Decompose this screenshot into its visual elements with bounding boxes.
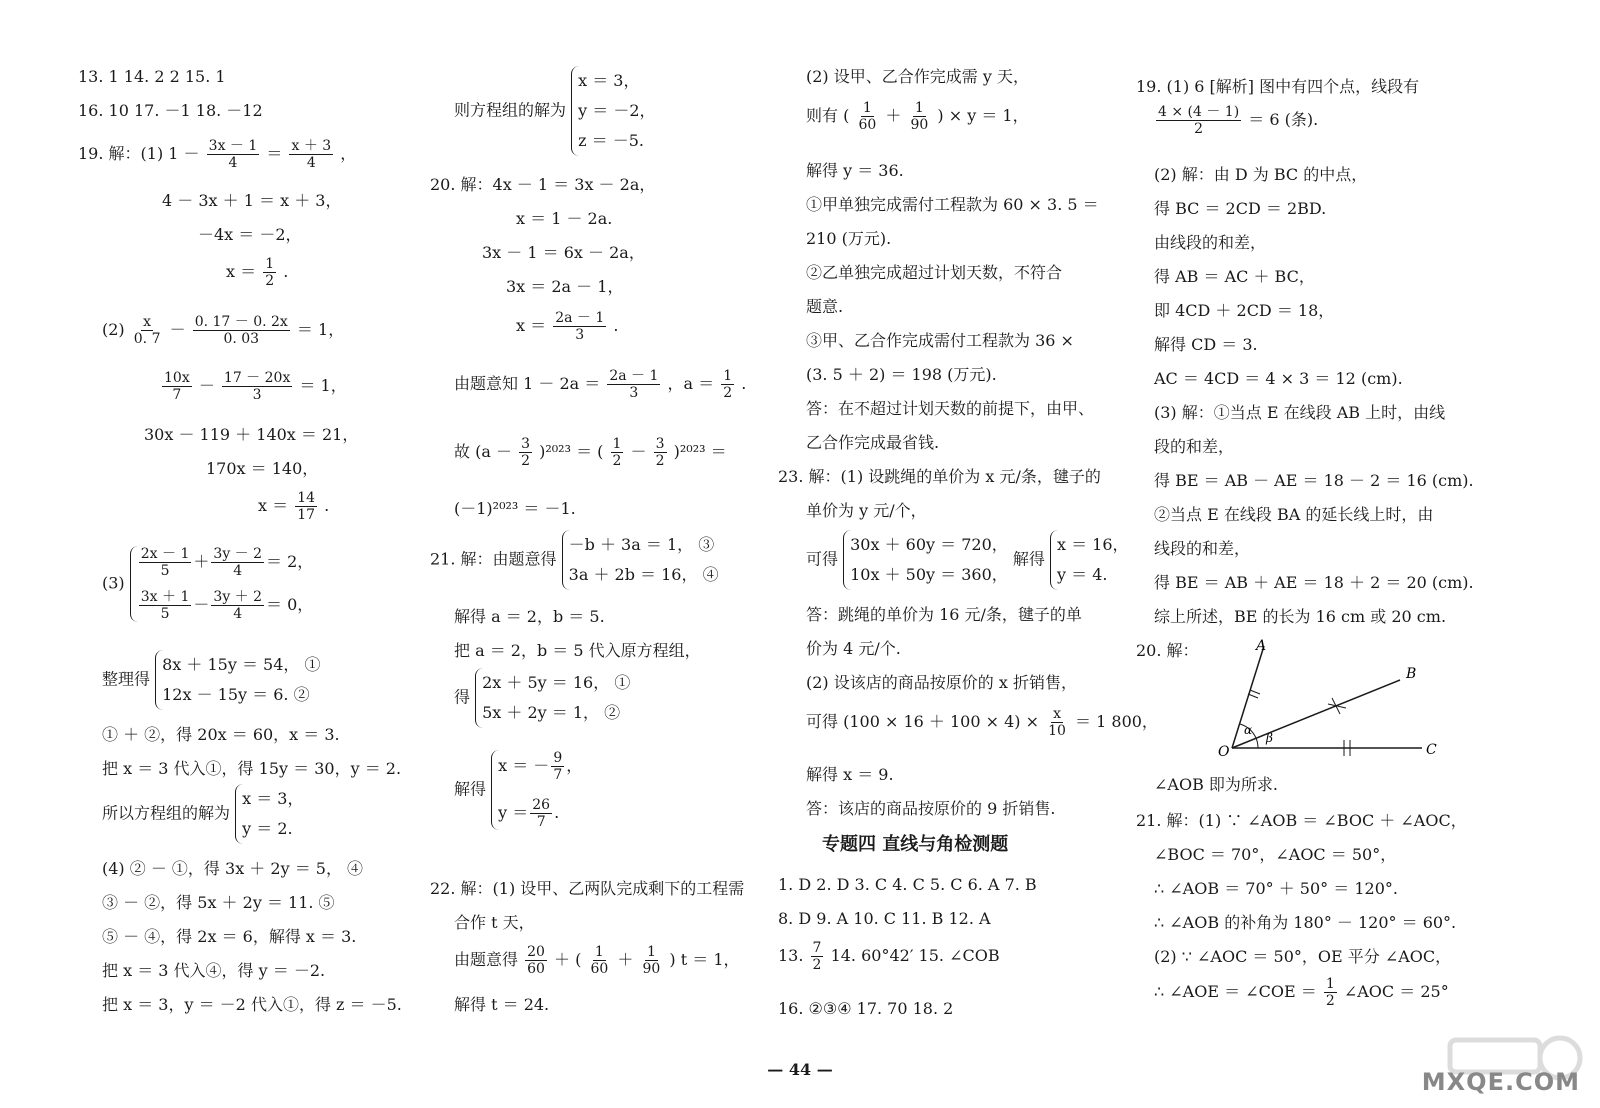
section-title: 专题四 直线与角检测题 (822, 834, 1009, 855)
answer-line: 16. 10 17. －1 18. －12 (78, 101, 263, 120)
answer-line: 把 x ＝ 3，y ＝ －2 代入①，得 z ＝ －5. (102, 995, 402, 1014)
answer-line: ②当点 E 在线段 BA 的延长线上时，由 (1154, 505, 1434, 524)
arc-mark-oa (1250, 690, 1260, 694)
label-b: B (1406, 666, 1417, 682)
answer-line: 13. $\frac{7}{2}$ 14. 60°42′ 15. ∠COB (778, 940, 1000, 973)
answer-line: 3x ＝ 2a － 1， (506, 277, 624, 296)
answer-line: 由线段的和差， (1154, 233, 1267, 252)
answer-line: 即 4CD ＋ 2CD ＝ 18， (1154, 301, 1335, 320)
answer-line: ①甲单独完成需付工程款为 60 × 3. 5 ＝ (806, 195, 1099, 214)
answer-line: 解得 CD ＝ 3. (1154, 335, 1258, 354)
answer-line: 价为 4 元/个. (806, 639, 901, 658)
answer-line: 20. 解： (1136, 641, 1199, 660)
answer-line: 可得 30x ＋ 60y ＝ 720， 10x ＋ 50y ＝ 360， 解得 x ＝ 16， y ＝ 4. (806, 530, 1129, 590)
label-beta: β (1266, 731, 1273, 745)
answer-line: x ＝ $\frac{1}{2}$ . (226, 256, 289, 289)
answer-line: ⑤ － ④，得 2x ＝ 6，解得 x ＝ 3. (102, 927, 357, 946)
answer-line: 故 (a － $\frac{3}{2}$ )²⁰²³ ＝ ( $\frac{1}{2}$ － $\frac{3}{2}$ )²⁰²³ ＝ (454, 436, 727, 469)
answer-line: 8. D 9. A 10. C 11. B 12. A (778, 909, 991, 928)
answer-line: 所以方程组的解为 x ＝ 3， y ＝ 2. (102, 784, 304, 844)
answer-line: 1. D 2. D 3. C 4. C 5. C 6. A 7. B (778, 875, 1037, 894)
answer-line: －4x ＝ －2， (198, 225, 302, 244)
page-number: — 44 — (767, 1060, 833, 1079)
answer-line: ∠BOC ＝ 70°，∠AOC ＝ 50°， (1154, 845, 1397, 864)
answer-line: 21. 解：由题意得 －b ＋ 3a ＝ 1， ③ 3a ＋ 2b ＝ 16， ④ (430, 530, 719, 590)
answer-line: 30x － 119 ＋ 140x ＝ 21， (144, 425, 359, 444)
answer-line: 23. 解：(1) 设跳绳的单价为 x 元/条，毽子的 (778, 467, 1101, 486)
answer-line: (－1)²⁰²³ ＝ －1. (454, 499, 576, 518)
answer-line: 答：跳绳的单价为 16 元/条，毽子的单 (806, 605, 1082, 624)
answer-line: 得 BE ＝ AB － AE ＝ 18 － 2 ＝ 16 (cm). (1154, 471, 1474, 490)
answer-line: 则方程组的解为 x ＝ 3， y ＝ －2， z ＝ －5. (454, 66, 656, 156)
answer-line: 22. 解：(1) 设甲、乙两队完成剩下的工程需 (430, 879, 745, 898)
answer-line: ③甲、乙合作完成需付工程款为 36 × (806, 331, 1074, 350)
answer-line: 20. 解：4x － 1 ＝ 3x － 2a， (430, 175, 656, 194)
answer-line: (2) 解：由 D 为 BC 的中点， (1154, 165, 1368, 184)
answer-line: 单价为 y 元/个， (806, 501, 927, 520)
label-a: A (1256, 638, 1267, 654)
answer-line: ③ － ②，得 5x ＋ 2y ＝ 11. ⑤ (102, 893, 335, 912)
answer-line: x ＝ 1 － 2a. (516, 209, 613, 228)
arc-mark-oa-2 (1248, 694, 1258, 698)
answer-line: 170x ＝ 140， (206, 459, 319, 478)
answer-line: ∴ ∠AOB ＝ 70° ＋ 50° ＝ 120°. (1154, 879, 1398, 898)
answer-line: 综上所述，BE 的长为 16 cm 或 20 cm. (1154, 607, 1447, 626)
answer-line: 得 2x ＋ 5y ＝ 16， ① 5x ＋ 2y ＝ 1， ② (454, 668, 630, 728)
answer-line: 答：在不超过计划天数的前提下，由甲、 (806, 399, 1095, 418)
answer-line: 3x － 1 ＝ 6x － 2a， (482, 243, 645, 262)
column-1 (78, 60, 408, 1060)
answer-line: ∴ ∠AOB 的补角为 180° － 120° ＝ 60°. (1154, 913, 1457, 932)
answer-line: 由题意得 $\frac{20}{60}$ ＋ ( $\frac{1}{60}$ ＋ $\frac{1}{90}$ ) t ＝ 1， (454, 944, 740, 977)
answer-line: ∠AOB 即为所求. (1154, 775, 1279, 794)
column-2 (430, 60, 770, 1060)
answer-line: 19. 解：(1) 1 － $\frac{3x - 1}{4}$ ＝ $\frac{x + 3}{4}$ ， (78, 138, 357, 171)
answer-line: (3) $\frac{2x - 1}{5}$ ＋ $\frac{3y - 2}{4}$ ＝ 2， $\frac{3x + 1}{5}$ － $\frac{3y + 2}{4}$ ＝ 0， (102, 546, 314, 622)
answer-line: 乙合作完成最省钱. (806, 433, 940, 452)
answer-line: x ＝ $\frac{2a - 1}{3}$ . (516, 310, 619, 343)
answer-line: 4 － 3x ＋ 1 ＝ x ＋ 3， (162, 191, 342, 210)
answer-line: (2) ∵ ∠AOC ＝ 50°，OE 平分 ∠AOC， (1154, 947, 1452, 966)
answer-line: $\frac{10x}{7}$ － $\frac{17 - 20x}{3}$ ＝ 1， (164, 370, 347, 403)
answer-line: 线段的和差， (1154, 539, 1251, 558)
answer-line: ②乙单独完成超过计划天数，不符合 (806, 263, 1063, 282)
label-alpha: α (1244, 723, 1253, 737)
answer-line: (2) 设该店的商品按原价的 x 折销售， (806, 673, 1077, 692)
answer-line: 21. 解：(1) ∵ ∠AOB ＝ ∠BOC ＋ ∠AOC， (1136, 811, 1467, 830)
answer-line: 解得 x ＝ 9. (806, 765, 894, 784)
answer-line: ∴ ∠AOE ＝ ∠COE ＝ $\frac{1}{2}$ ∠AOC ＝ 25° (1154, 976, 1449, 1009)
answer-line: (4) ② － ①，得 3x ＋ 2y ＝ 5， ④ (102, 859, 364, 878)
answer-line: (3) 解：①当点 E 在线段 AB 上时，由线 (1154, 403, 1446, 422)
answer-line: $\frac{4 \times (4 - 1)}{2}$ ＝ 6 (条). (1158, 104, 1319, 137)
answer-line: 得 AB ＝ AC ＋ BC， (1154, 267, 1315, 286)
answer-line: 解得 y ＝ 36. (806, 161, 904, 180)
answer-line: 合作 t 天， (454, 913, 535, 932)
answer-line: 解得 t ＝ 24. (454, 995, 550, 1014)
answer-line: 解得 x ＝ － $\frac{9}{7}$ ， y ＝ $\frac{26}{7}$ . (454, 750, 583, 830)
answer-line: 19. (1) 6 [解析] 图中有四个点，线段有 (1136, 77, 1420, 96)
answer-line: 把 x ＝ 3 代入①，得 15y ＝ 30，y ＝ 2. (102, 759, 402, 778)
answer-line: 题意. (806, 297, 844, 316)
answer-line: 段的和差， (1154, 437, 1235, 456)
answer-line: 把 x ＝ 3 代入④，得 y ＝ －2. (102, 961, 326, 980)
answer-line: 可得 (100 × 16 ＋ 100 × 4) × $\frac{x}{10}$ ＝ 1 800， (806, 706, 1158, 739)
answer-line: 16. ②③④ 17. 70 18. 2 (778, 999, 954, 1018)
answer-line: 得 BE ＝ AB ＋ AE ＝ 18 ＋ 2 ＝ 20 (cm). (1154, 573, 1474, 592)
answer-line: 由题意知 1 － 2a ＝ $\frac{2a - 1}{3}$ ，a ＝ $\frac{1}{2}$ . (454, 368, 747, 401)
answer-line: 答：该店的商品按原价的 9 折销售. (806, 799, 1056, 818)
ray-ob (1232, 680, 1400, 748)
answer-line: AC ＝ 4CD ＝ 4 × 3 ＝ 12 (cm). (1154, 369, 1403, 388)
angle-construction-figure (1212, 638, 1462, 768)
column-3 (778, 60, 1158, 1060)
answer-line: 解得 a ＝ 2，b ＝ 5. (454, 607, 605, 626)
answer-line: 则有 ( $\frac{1}{60}$ ＋ $\frac{1}{90}$ ) × y ＝ 1， (806, 100, 1029, 133)
answer-line: ① ＋ ②，得 20x ＝ 60，x ＝ 3. (102, 725, 340, 744)
angle-arc-beta (1256, 738, 1258, 748)
answer-line: 210 (万元). (806, 229, 892, 248)
answer-line: 得 BC ＝ 2CD ＝ 2BD. (1154, 199, 1327, 218)
answer-line: (2) 设甲、乙合作完成需 y 天， (806, 67, 1029, 86)
answer-line: 把 a ＝ 2，b ＝ 5 代入原方程组， (454, 641, 701, 660)
watermark-text: MXQE.COM (1421, 1068, 1580, 1096)
answer-line: 13. 1 14. 2 2 15. 1 (78, 67, 226, 86)
label-c: C (1426, 742, 1437, 758)
label-o: O (1218, 744, 1230, 760)
answer-line: (2) $\frac{x}{0. 7}$ － $\frac{0. 17 - 0. 2x}{0. 03}$ ＝ 1， (102, 314, 345, 347)
answer-line: 整理得 8x ＋ 15y ＝ 54， ① 12x － 15y ＝ 6. ② (102, 650, 321, 710)
answer-line: (3. 5 ＋ 2) ＝ 198 (万元). (806, 365, 997, 384)
answer-line: x ＝ $\frac{14}{17}$ . (258, 490, 330, 523)
column-4 (1136, 60, 1506, 1060)
